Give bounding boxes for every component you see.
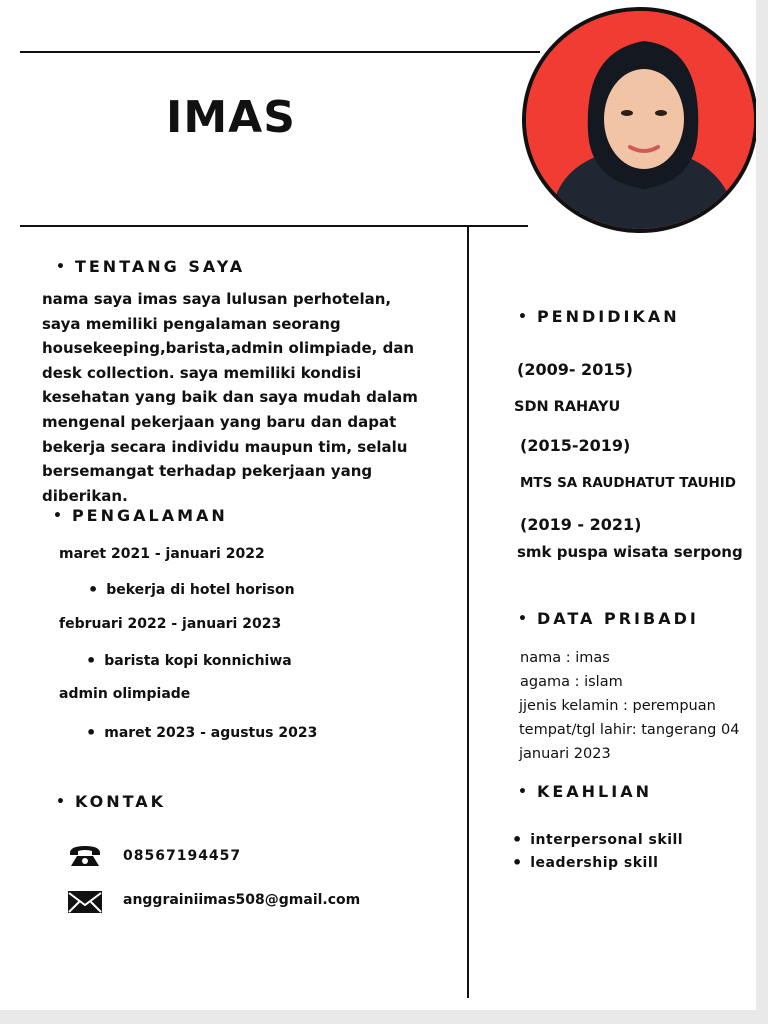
skill-item-label: leadership skill: [530, 854, 659, 871]
experience-detail-label: barista kopi konnichiwa: [104, 652, 292, 669]
personal-line: agama : islam: [520, 674, 623, 690]
about-heading-label: TENTANG SAYA: [74, 257, 246, 276]
bullet-icon: •: [518, 308, 527, 325]
education-school: SDN RAHAYU: [514, 399, 621, 415]
personal-line: jjenis kelamin : perempuan: [519, 698, 716, 714]
column-divider: [467, 226, 469, 998]
personal-line: nama : imas: [520, 650, 610, 666]
experience-period: maret 2021 - januari 2022: [59, 546, 265, 562]
personal-line: tempat/tgl lahir: tangerang 04: [519, 722, 740, 738]
contact-email: anggrainiimas508@gmail.com: [123, 892, 361, 908]
contact-heading: [56, 792, 166, 811]
bullet-icon: •: [53, 507, 62, 524]
education-years: (2009- 2015): [517, 360, 633, 379]
education-school: smk puspa wisata serpong: [517, 543, 743, 561]
experience-detail-label: bekerja di hotel horison: [106, 581, 295, 598]
envelope-icon: [67, 890, 103, 918]
education-school: MTS SA RAUDHATUT TAUHID: [520, 475, 736, 491]
skill-item: • interpersonal skill: [512, 830, 684, 849]
skills-heading-label: KEAHLIAN: [536, 782, 652, 801]
education-heading-label: PENDIDIKAN: [536, 307, 680, 326]
about-text: nama saya imas saya lulusan perhotelan, saya memiliki pengalaman seorang housekeeping,barista,admin olimpiade, dan desk collection. saya memiliki kondisi kesehatan yang baik dan saya mudah dalam mengenal pekerjaan yang baru dan dapat bekerja secara individu maupun tim, selalu bersemangat terhadap pekerjaan yang diberikan.: [42, 290, 418, 505]
bullet-icon: •: [518, 783, 527, 800]
profile-photo: [522, 7, 756, 233]
contact-heading-label: KONTAK: [74, 792, 167, 811]
personal-line: januari 2023: [519, 746, 611, 762]
experience-detail-label: maret 2023 - agustus 2023: [104, 724, 318, 741]
bullet-icon: •: [518, 610, 527, 627]
experience-period: februari 2022 - januari 2023: [59, 616, 282, 632]
experience-period: admin olimpiade: [59, 686, 191, 702]
experience-heading-label: PENGALAMAN: [71, 506, 228, 525]
experience-detail: • maret 2023 - agustus 2023: [86, 723, 318, 742]
skills-heading: [518, 782, 652, 801]
about-heading: [56, 257, 245, 276]
bullet-icon: •: [56, 258, 65, 275]
education-years: (2015-2019): [520, 436, 631, 455]
personal-heading-label: DATA PRIBADI: [536, 609, 699, 628]
experience-detail: • bekerja di hotel horison: [88, 580, 295, 599]
personal-heading: [518, 609, 699, 628]
experience-detail: • barista kopi konnichiwa: [86, 651, 292, 670]
experience-heading: [53, 506, 228, 525]
phone-icon: [68, 844, 102, 872]
page-title: IMAS: [166, 92, 296, 143]
skill-item: • leadership skill: [512, 853, 659, 872]
education-heading: [518, 307, 680, 326]
bullet-icon: •: [56, 793, 65, 810]
header-divider: [20, 225, 528, 227]
education-years: (2019 - 2021): [520, 515, 642, 534]
top-divider: [20, 51, 540, 53]
skill-item-label: interpersonal skill: [530, 831, 684, 848]
contact-phone: 08567194457: [123, 848, 242, 864]
